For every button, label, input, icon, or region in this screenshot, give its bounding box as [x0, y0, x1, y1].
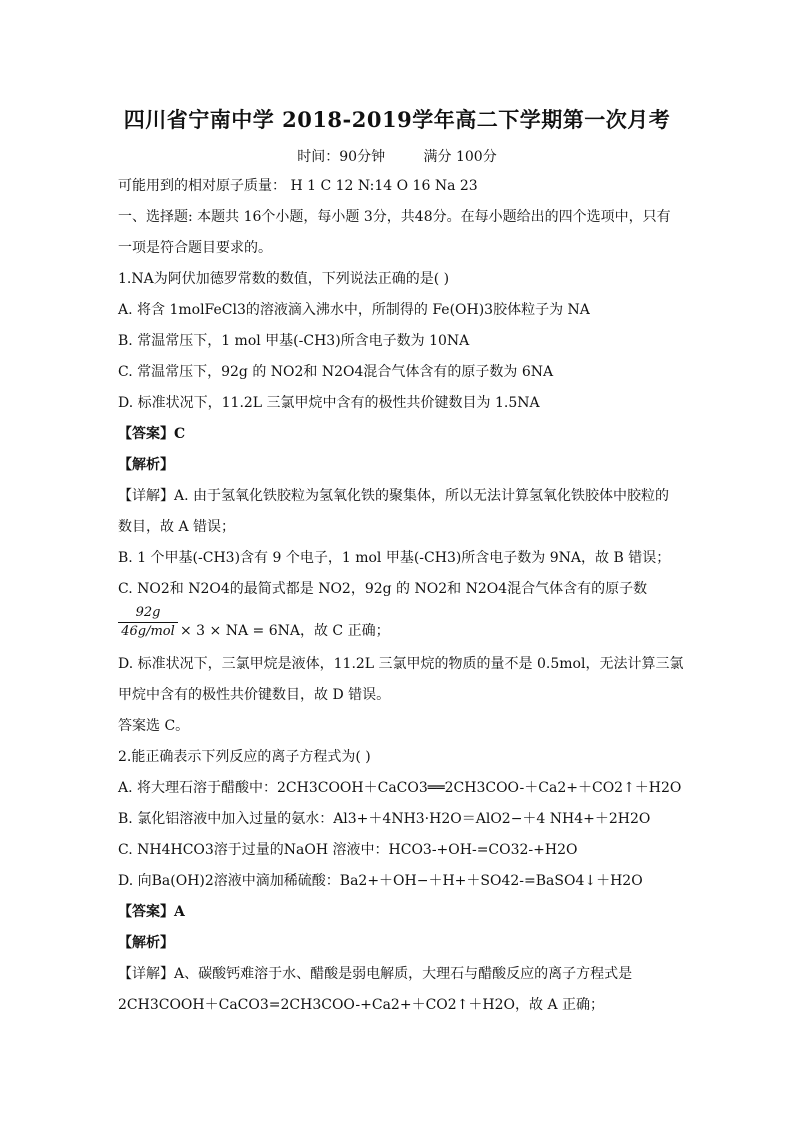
- q1-analysis: 【解析】: [118, 457, 174, 473]
- q2-detail: 【详解】A、碳酸钙难溶于水、醋酸是弱电解质，大理石与醋酸反应的离子方程式是: [118, 966, 633, 982]
- q1-option-d: D. 标准状况下，11.2L 三氯甲烷中含有的极性共价键数目为 1.5NA: [118, 395, 540, 411]
- q1-answer: 【答案】C: [118, 426, 186, 442]
- q1-stem: 1.NA为阿伏加德罗常数的数值，下列说法正确的是( ): [118, 271, 450, 287]
- q2-answer: 【答案】A: [118, 904, 185, 920]
- q2-option-d: D. 向Ba(OH)2溶液中滴加稀硫酸：Ba2+＋OH−＋H+＋SO42-=BaSO4↓＋H2O: [118, 873, 643, 889]
- q1-detail: 【详解】A. 由于氢氧化铁胶粒为氢氧化铁的聚集体，所以无法计算氢氧化铁胶体中胶粒的: [118, 488, 670, 504]
- q1-detail: C. NO2和 N2O4的最简式都是 NO2，92g 的 NO2和 N2O4混合气体含有的原子数: [118, 581, 648, 597]
- q1-option-b: B. 常温常压下，1 mol 甲基(-CH3)所含电子数为 10NA: [118, 333, 470, 349]
- q2-option-a: A. 将大理石溶于醋酸中：2CH3COOH＋CaCO3══2CH3COO-＋Ca2+＋CO2↑＋H2O: [118, 780, 682, 796]
- section-intro: 一、选择题: 本题共 16个小题，每小题 3分，共48分。在每小题给出的四个选项中，只有: [118, 209, 671, 225]
- section-intro-cont: 一项是符合题目要求的。: [118, 240, 272, 256]
- atomic-masses: 可能用到的相对原子质量： H 1 C 12 N:14 O 16 Na 23: [118, 178, 478, 194]
- exam-info: [0, 146, 794, 166]
- q1-option-a: A. 将含 1molFeCl3的溶液滴入沸水中，所制得的 Fe(OH)3胶体粒子为 NA: [118, 302, 590, 318]
- page-title: 四川省宁南中学 2018-2019学年高二下学期第一次月考: [123, 107, 671, 132]
- q2-option-c: C. NH4HCO3溶于过量的NaOH 溶液中：HCO3-+OH-=CO32-+H2O: [118, 842, 578, 858]
- q1-detail: B. 1 个甲基(-CH3)含有 9 个电子，1 mol 甲基(-CH3)所含电子数为 9NA，故 B 错误；: [118, 550, 671, 566]
- q2-option-b: B. 氯化铝溶液中加入过量的氨水：Al3+＋4NH3·H2O＝AlO2−＋4 NH4+＋2H2O: [118, 811, 651, 827]
- fraction-denominator: 46g/mol: [121, 624, 175, 639]
- fraction-result: × 3 × NA = 6NA，故 C 正确；: [180, 623, 390, 639]
- q1-option-c: C. 常温常压下，92g 的 NO2和 N2O4混合气体含有的原子数为 6NA: [118, 364, 554, 380]
- q2-stem: 2.能正确表示下列反应的离子方程式为( ): [118, 749, 371, 765]
- exam-score: 满分 100分: [423, 149, 497, 165]
- q1-detail: D. 标准状况下，三氯甲烷是液体，11.2L 三氯甲烷的物质的量不是 0.5mol，无法计算三氯: [118, 656, 684, 672]
- q2-detail: 2CH3COOH＋CaCO3=2CH3COO-+Ca2+＋CO2↑＋H2O，故 A 正确；: [118, 997, 605, 1013]
- q1-detail: 甲烷中含有的极性共价键数目，故 D 错误。: [118, 687, 391, 703]
- fraction: [118, 604, 178, 641]
- q1-detail: 数目，故 A 错误；: [118, 519, 236, 535]
- q2-analysis: 【解析】: [118, 935, 174, 951]
- fraction-numerator: 92g: [118, 604, 178, 623]
- q1-final-answer: 答案选 C。: [118, 718, 190, 734]
- exam-time: 时间：90分钟: [297, 149, 386, 165]
